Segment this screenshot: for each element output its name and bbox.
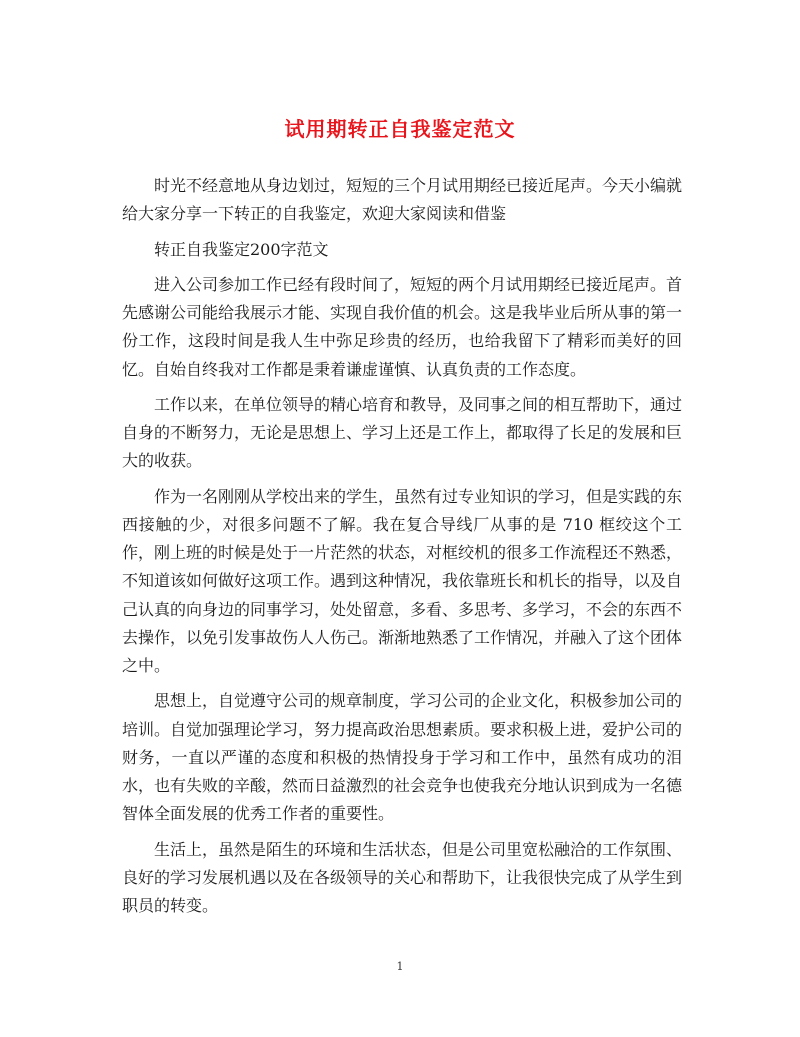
section-heading: 转正自我鉴定200字范文	[154, 239, 329, 259]
document-body	[122, 172, 682, 927]
paragraph-3: 作为一名刚刚从学校出来的学生，虽然有过专业知识的学习，但是实践的东西接触的少，对很多问题不了解。我在复合导线厂从事的是 710 框绞这个工作，刚上班的时候是处于一片茫然的状态，对框绞机的很多工作流程还不熟悉，不知道该如何做好这项工作。遇到这种情况，我依靠班长和机长的指导，以及自己认真的向身边的同事学习，处处留意，多看、多思考、多学习，不会的东西不去操作，以免引发事故伤人人伤己。渐渐地熟悉了工作情况，并融入了这个团体之中。	[122, 486, 683, 675]
paragraph-4: 思想上，自觉遵守公司的规章制度，学习公司的企业文化，积极参加公司的培训。自觉加强理论学习，努力提高政治思想素质。要求积极上进，爱护公司的财务，一直以严谨的态度和积极的热情投身于学习和工作中，虽然有成功的泪水，也有失败的辛酸，然而日益激烈的社会竞争也使我充分地认识到成为一名德智体全面发展的优秀工作者的重要性。	[122, 691, 683, 824]
paragraph-5: 生活上，虽然是陌生的环境和生活状态，但是公司里宽松融洽的工作氛围、良好的学习发展机遇以及在各级领导的关心和帮助下，让我很快完成了从学生到职员的转变。	[122, 839, 683, 915]
paragraph-1: 进入公司参加工作已经有段时间了，短短的两个月试用期经已接近尾声。首先感谢公司能给我展示才能、实现自我价值的机会。这是我毕业后所从事的第一份工作，这段时间是我人生中弥足珍贵的经历，也给我留下了精彩而美好的回忆。自始自终我对工作都是秉着谦虚谨慎、认真负责的工作态度。	[122, 274, 683, 379]
paragraph-intro: 时光不经意地从身边划过，短短的三个月试用期经已接近尾声。今天小编就给大家分享一下转正的自我鉴定，欢迎大家阅读和借鉴	[122, 176, 683, 224]
page-number: 1	[396, 960, 404, 973]
document-title: 试用期转正自我鉴定范文	[284, 117, 516, 141]
paragraph-2: 工作以来，在单位领导的精心培育和教导，及同事之间的相互帮助下，通过自身的不断努力，无论是思想上、学习上还是工作上，都取得了长足的发展和巨大的收获。	[122, 394, 683, 471]
